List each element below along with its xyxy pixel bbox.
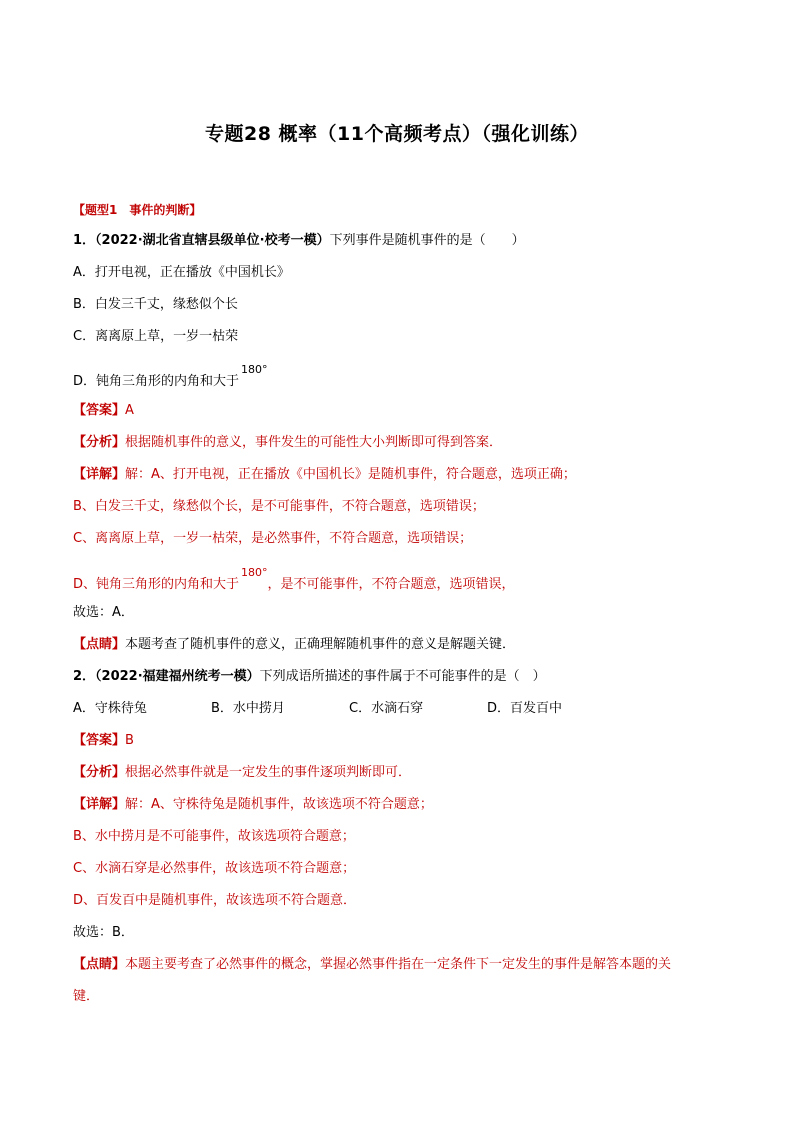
detail-line: 解：A、打开电视，正在播放《中国机长》是随机事件，符合题意，选项正确； [125,467,576,482]
section-bracket-open: 【 [73,203,86,217]
question-1-option-d-text: D．钝角三角形的内角和大于 [73,374,240,389]
detail-line: 解：A、守株待兔是随机事件，故该选项不符合题意； [125,797,433,812]
question-1-stem [73,232,525,250]
question-1-text: 下列事件是随机事件的是（ ） [329,233,525,248]
question-2-option-b: B．水中捞月 [211,701,285,716]
question-2-choice: 故选：B． [73,925,134,940]
question-1-number: 1． [73,233,96,248]
question-1-option-c: C．离离原上草，一岁一枯荣 [73,329,239,344]
comment-label: 【点睛】 [73,957,126,972]
detail-line [73,566,515,594]
detail-d-suffix: ，是不可能事件，不符合题意，选项错误， [267,577,515,592]
question-2-answer [73,732,134,750]
detail-label: 【详解】 [73,467,126,482]
question-2-detail [73,796,433,814]
question-2-number: 2． [73,669,96,684]
section-heading [73,201,201,219]
question-2-source: （2022·福建福州统考一模） [95,669,260,684]
section-name: 题型1 事件的判断 [85,203,190,217]
question-1-option-d [73,363,268,391]
question-1-choice: 故选：A． [73,605,134,620]
analysis-text: 根据随机事件的意义，事件发生的可能性大小判断即可得到答案． [125,435,503,450]
question-2-option-a: A．守株待兔 [73,701,147,716]
question-2-analysis [73,764,411,782]
detail-line: B、水中捞月是不可能事件，故该选项符合题意； [73,829,355,844]
question-1-detail [73,466,576,484]
answer-label: 【答案】 [73,733,126,748]
detail-line: B、白发三千丈，缘愁似个长，是不可能事件，不符合题意，选项错误； [73,499,485,514]
question-1-source: （2022·湖北省直辖县级单位·校考一模） [95,233,330,248]
detail-line: C、水滴石穿是必然事件，故该选项不符合题意； [73,861,356,876]
question-2-comment [73,956,671,974]
detail-d-value: 180° [241,566,268,579]
section-bracket-close: 】 [189,203,202,217]
answer-value: A [125,403,134,418]
detail-line: C、离离原上草，一岁一枯荣，是必然事件，不符合题意，选项错误； [73,531,473,546]
question-1-answer [73,402,134,420]
analysis-text: 根据必然事件就是一定发生的事件逐项判断即可． [125,765,412,780]
question-2-option-c: C．水滴石穿 [349,701,424,716]
comment-text: 本题考查了随机事件的意义，正确理解随机事件的意义是解题关键． [125,637,516,652]
question-1-option-b: B．白发三千丈，缘愁似个长 [73,297,238,312]
analysis-label: 【分析】 [73,435,126,450]
analysis-label: 【分析】 [73,765,126,780]
answer-value: B [125,733,134,748]
detail-line: D、百发百中是随机事件，故该选项不符合题意． [73,893,357,908]
question-1-option-a: A．打开电视，正在播放《中国机长》 [73,265,290,280]
detail-label: 【详解】 [73,797,126,812]
answer-label: 【答案】 [73,403,126,418]
comment-text-continued: 键． [73,989,100,1004]
page-title: 专题28 概率（11个高频考点）（强化训练） [205,123,589,145]
question-1-option-d-value: 180° [241,363,268,376]
question-2-stem [73,668,546,686]
comment-text: 本题主要考查了必然事件的概念，掌握必然事件指在一定条件下一定发生的事件是解答本题的关 [125,957,672,972]
question-2-text: 下列成语所描述的事件属于不可能事件的是（ ） [259,669,546,684]
comment-label: 【点睛】 [73,637,126,652]
question-1-comment [73,636,515,654]
question-2-option-d: D．百发百中 [487,701,563,716]
detail-d-prefix: D、钝角三角形的内角和大于 [73,577,240,592]
question-2-options [73,700,562,718]
question-1-analysis [73,434,502,452]
